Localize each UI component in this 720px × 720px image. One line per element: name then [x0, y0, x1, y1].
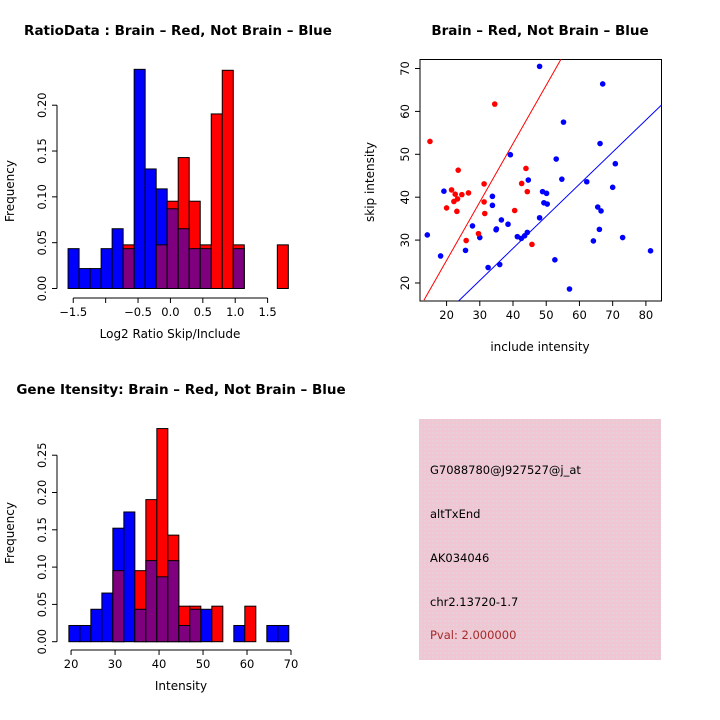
y-tick-label: 0.00	[35, 628, 49, 655]
y-tick-label: 0.05	[35, 229, 49, 256]
panel-intensity-scatter	[360, 0, 720, 360]
y-tick-label: 30	[398, 232, 412, 248]
x-tick-label: 0.5	[193, 305, 212, 319]
chart-title: RatioData : Brain – Red, Not Brain – Blue	[24, 23, 332, 39]
y-tick-label: 50	[398, 146, 412, 162]
y-tick-label: 0.20	[35, 479, 49, 506]
y-tick-label: 0.10	[35, 184, 49, 210]
y-tick-label: 40	[398, 189, 412, 205]
splice-type-text: altTxEnd	[430, 507, 481, 521]
panel-gene-intensity-histogram	[0, 360, 360, 720]
chart-title: Gene Itensity: Brain – Red, Not Brain – Blue	[16, 382, 346, 398]
x-tick-label: 40	[505, 308, 521, 322]
x-tick-label: 70	[605, 308, 620, 322]
x-tick-label: 1.5	[258, 305, 277, 319]
x-axis-label: include intensity	[490, 340, 590, 354]
y-tick-label: 0.00	[35, 275, 49, 302]
info-box	[419, 419, 661, 660]
y-tick-label: 0.10	[35, 554, 49, 580]
x-tick-label: 30	[472, 308, 488, 322]
x-tick-label: 0.0	[161, 305, 180, 319]
x-tick-label: 20	[63, 657, 79, 671]
probe-id-text: G7088780@J927527@j_at	[430, 463, 581, 477]
x-axis-label: Log2 Ratio Skip/Include	[99, 327, 241, 341]
x-tick-label: 40	[151, 657, 167, 671]
axes	[415, 60, 662, 307]
y-axis-label: skip intensity	[363, 142, 377, 222]
fit-lines	[424, 60, 662, 302]
x-tick-label: 80	[638, 308, 654, 322]
histogram-bars	[69, 429, 289, 642]
y-tick-label: 20	[398, 275, 412, 291]
y-tick-label: 60	[398, 104, 412, 119]
y-tick-label: 70	[398, 61, 412, 76]
y-tick-label: 0.25	[35, 442, 49, 469]
x-tick-label: −1.5	[59, 305, 88, 319]
x-tick-label: 50	[195, 657, 211, 671]
x-tick-label: 1.0	[226, 305, 245, 319]
transcript-id-text: AK034046	[430, 551, 490, 565]
x-tick-label: 70	[283, 657, 299, 671]
x-tick-label: 50	[538, 308, 554, 322]
panel-ratio-histogram	[0, 0, 360, 360]
pval-text: Pval: 2.000000	[430, 628, 517, 642]
chart-title: Brain – Red, Not Brain – Blue	[431, 23, 649, 39]
x-tick-label: 20	[439, 308, 454, 322]
histogram-bars	[68, 69, 288, 288]
y-tick-label: 0.15	[35, 138, 49, 164]
x-axis-label: Intensity	[154, 679, 208, 693]
x-tick-label: 30	[107, 657, 123, 671]
locus-text: chr2.13720-1.7	[430, 595, 519, 609]
x-tick-label: 60	[239, 657, 255, 671]
y-tick-label: 0.05	[35, 591, 49, 618]
x-tick-label: 60	[572, 308, 587, 322]
panel-info	[360, 360, 720, 720]
y-axis-label: Frequency	[3, 160, 17, 222]
x-tick-label: −0.5	[124, 305, 153, 319]
y-tick-label: 0.15	[35, 517, 49, 543]
y-axis-label: Frequency	[3, 502, 17, 564]
y-tick-label: 0.20	[35, 92, 49, 119]
